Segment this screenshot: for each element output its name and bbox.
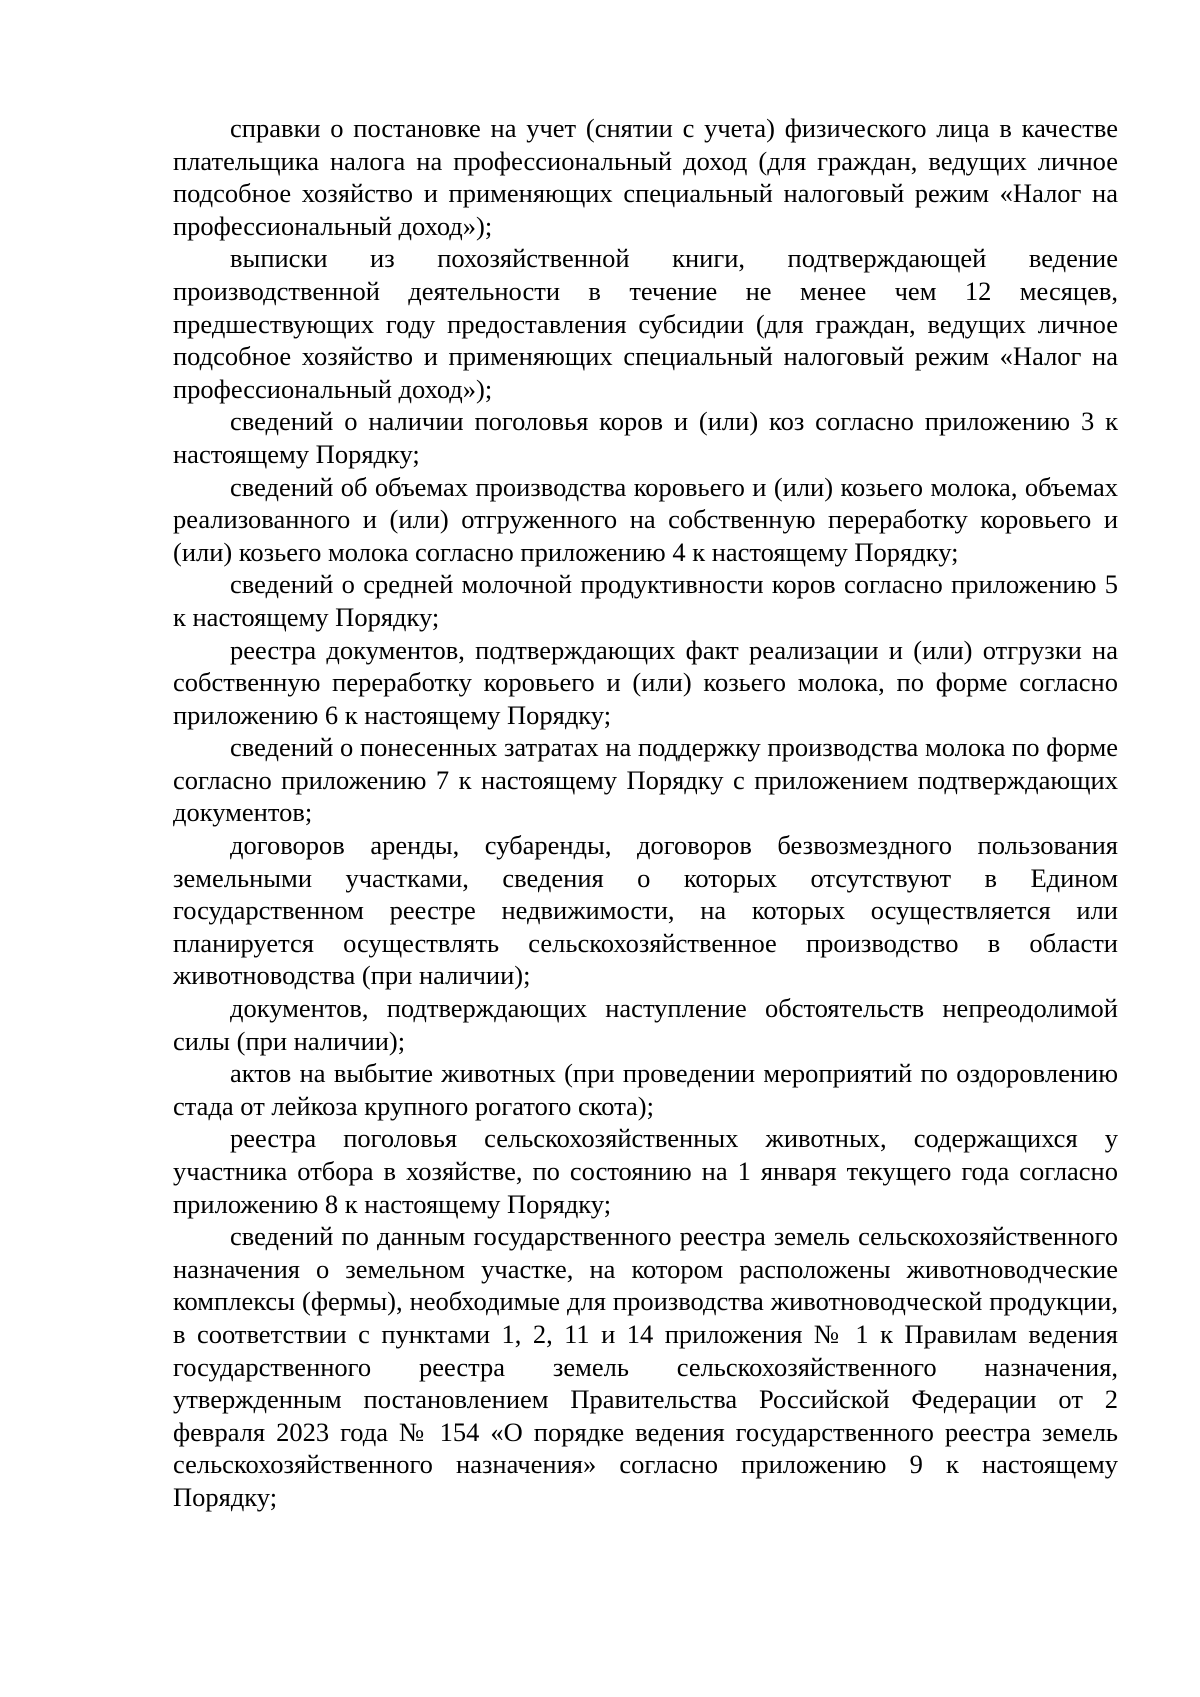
paragraph-milk-production-volumes: сведений об объемах производства коровьего и (или) козьего молока, объемах реализованного и (или) отгруженного на собственную переработку коровьего и (или) козьего молока согласно приложению 4 к настоящему Порядку;	[173, 471, 1118, 567]
paragraph-force-majeure-documents: документов, подтверждающих наступление обстоятельств непреодолимой силы (при наличии);	[173, 993, 1118, 1056]
paragraph-milk-productivity: сведений о средней молочной продуктивности коров согласно приложению 5 к настоящему Порядку;	[173, 569, 1118, 632]
paragraph-land-register-data: сведений по данным государственного реестра земель сельскохозяйственного назначения о земельном участке, на котором расположены животноводческие комплексы (фермы), необходимые для производства животноводческой продукции, в соответствии с пунктами 1, 2, 11 и 14 приложения № 1 к Правилам ведения государственного реестра земель сельскохозяйственного назначения, утвержденным постановлением Правительства Российской Федерации от 2 февраля 2023 года № 154 «О порядке ведения государственного реестра земель сельскохозяйственного назначения» согласно приложению 9 к настоящему Порядку;	[173, 1221, 1118, 1512]
paragraph-livestock-count: сведений о наличии поголовья коров и (или) коз согласно приложению 3 к настоящему Порядку;	[173, 406, 1118, 469]
paragraph-costs-incurred: сведений о понесенных затратах на поддержку производства молока по форме согласно приложению 7 к настоящему Порядку с приложением подтверждающих документов;	[173, 732, 1118, 828]
paragraph-household-book-extract: выписки из похозяйственной книги, подтверждающей ведение производственной деятельности в течение не менее чем 12 месяцев, предшествующих году предоставления субсидии (для граждан, ведущих личное подсобное хозяйство и применяющих специальный налоговый режим «Налог на профессиональный доход»);	[173, 243, 1118, 404]
paragraph-land-lease-agreements: договоров аренды, субаренды, договоров безвозмездного пользования земельными участками, сведения о которых отсутствуют в Едином государственном реестре недвижимости, на которых осуществляется или планируется осуществлять сельскохозяйственное производство в области животноводства (при наличии);	[173, 830, 1118, 991]
document-page	[173, 112, 1118, 1514]
paragraph-tax-registration-certificate: справки о постановке на учет (снятии с учета) физического лица в качестве плательщика налога на профессиональный доход (для граждан, ведущих личное подсобное хозяйство и применяющих специальный налоговый режим «Налог на профессиональный доход»);	[173, 113, 1118, 241]
paragraph-livestock-register: реестра поголовья сельскохозяйственных животных, содержащихся у участника отбора в хозяйстве, по состоянию на 1 января текущего года согласно приложению 8 к настоящему Порядку;	[173, 1123, 1118, 1219]
paragraph-animal-disposal-acts: актов на выбытие животных (при проведении мероприятий по оздоровлению стада от лейкоза крупного рогатого скота);	[173, 1058, 1118, 1121]
paragraph-sales-documents-register: реестра документов, подтверждающих факт реализации и (или) отгрузки на собственную переработку коровьего и (или) козьего молока, по форме согласно приложению 6 к настоящему Порядку;	[173, 634, 1118, 730]
